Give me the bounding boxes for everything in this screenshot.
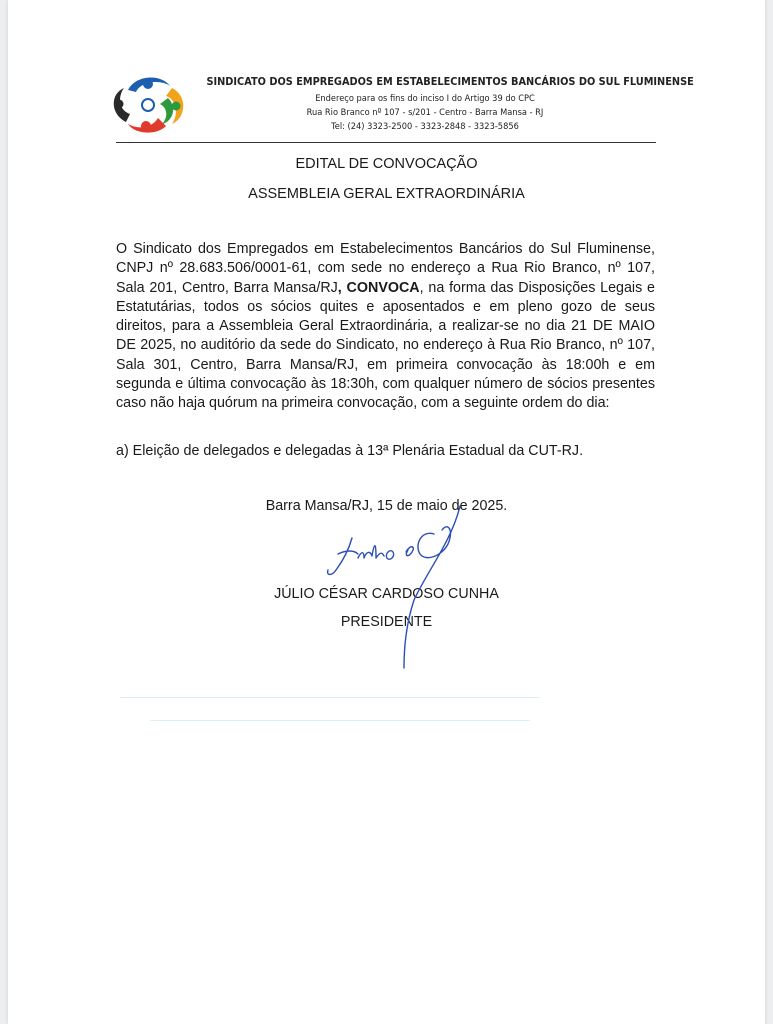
header-divider: [116, 142, 656, 143]
place-date: Barra Mansa/RJ, 15 de maio de 2025.: [265, 498, 508, 514]
union-logo-icon: [106, 72, 190, 136]
address: Rua Rio Branco nº 107 - s/201 - Centro - Barra Mansa - RJ: [306, 107, 544, 118]
paragraph-bold-convoca: , CONVOCA: [337, 279, 420, 296]
document-subtitle: ASSEMBLEIA GERAL EXTRAORDINÁRIA: [248, 186, 525, 202]
scan-artifact: [150, 720, 530, 721]
convocation-paragraph: [116, 240, 655, 414]
phones: Tel: (24) 3323-2500 - 3323-2848 - 3323-5856: [331, 121, 519, 132]
signer-role: PRESIDENTE: [340, 614, 433, 630]
scan-artifact: [120, 697, 540, 698]
paragraph-text-start: O Sindicato dos Empregados em Estabelecimentos Bancários do Sul Fluminense, CNPJ nº 28.683.506/0001-61, com sede no endereço a Rua Rio Branco, nº 107, Sala 201, Centro, Barra Mansa/RJ: [116, 241, 655, 296]
letterhead: [190, 76, 694, 134]
signer-name: JÚLIO CÉSAR CARDOSO CUNHA: [274, 586, 499, 602]
organization-name: SINDICATO DOS EMPREGADOS EM ESTABELECIMENTOS BANCÁRIOS DO SUL FLUMINENSE: [206, 76, 694, 88]
paragraph-text-end: , na forma das Disposições Legais e Estatutárias, todos os sócios quites e aposentados e em pleno gozo de seus direitos, para a Assembleia Geral Extraordinária, a realizar-se no dia 21 DE MAIO DE 2025, no auditório da sede do Sindicato, no endereço à Rua Rio Branco, nº 107, Sala 301, Centro, Barra Mansa/RJ, em primeira convocação às 18:00h e em segunda e última convocação às 18:30h, com qualquer número de sócios presentes caso não haja quórum na primeira convocação, com a seguinte ordem do dia:: [116, 279, 655, 412]
agenda-item: a) Eleição de delegados e delegadas à 13ª Plenária Estadual da CUT-RJ.: [116, 443, 584, 459]
address-note: Endereço para os fins do inciso I do Artigo 39 do CPC: [315, 93, 535, 104]
document-title: EDITAL DE CONVOCAÇÃO: [295, 156, 478, 172]
